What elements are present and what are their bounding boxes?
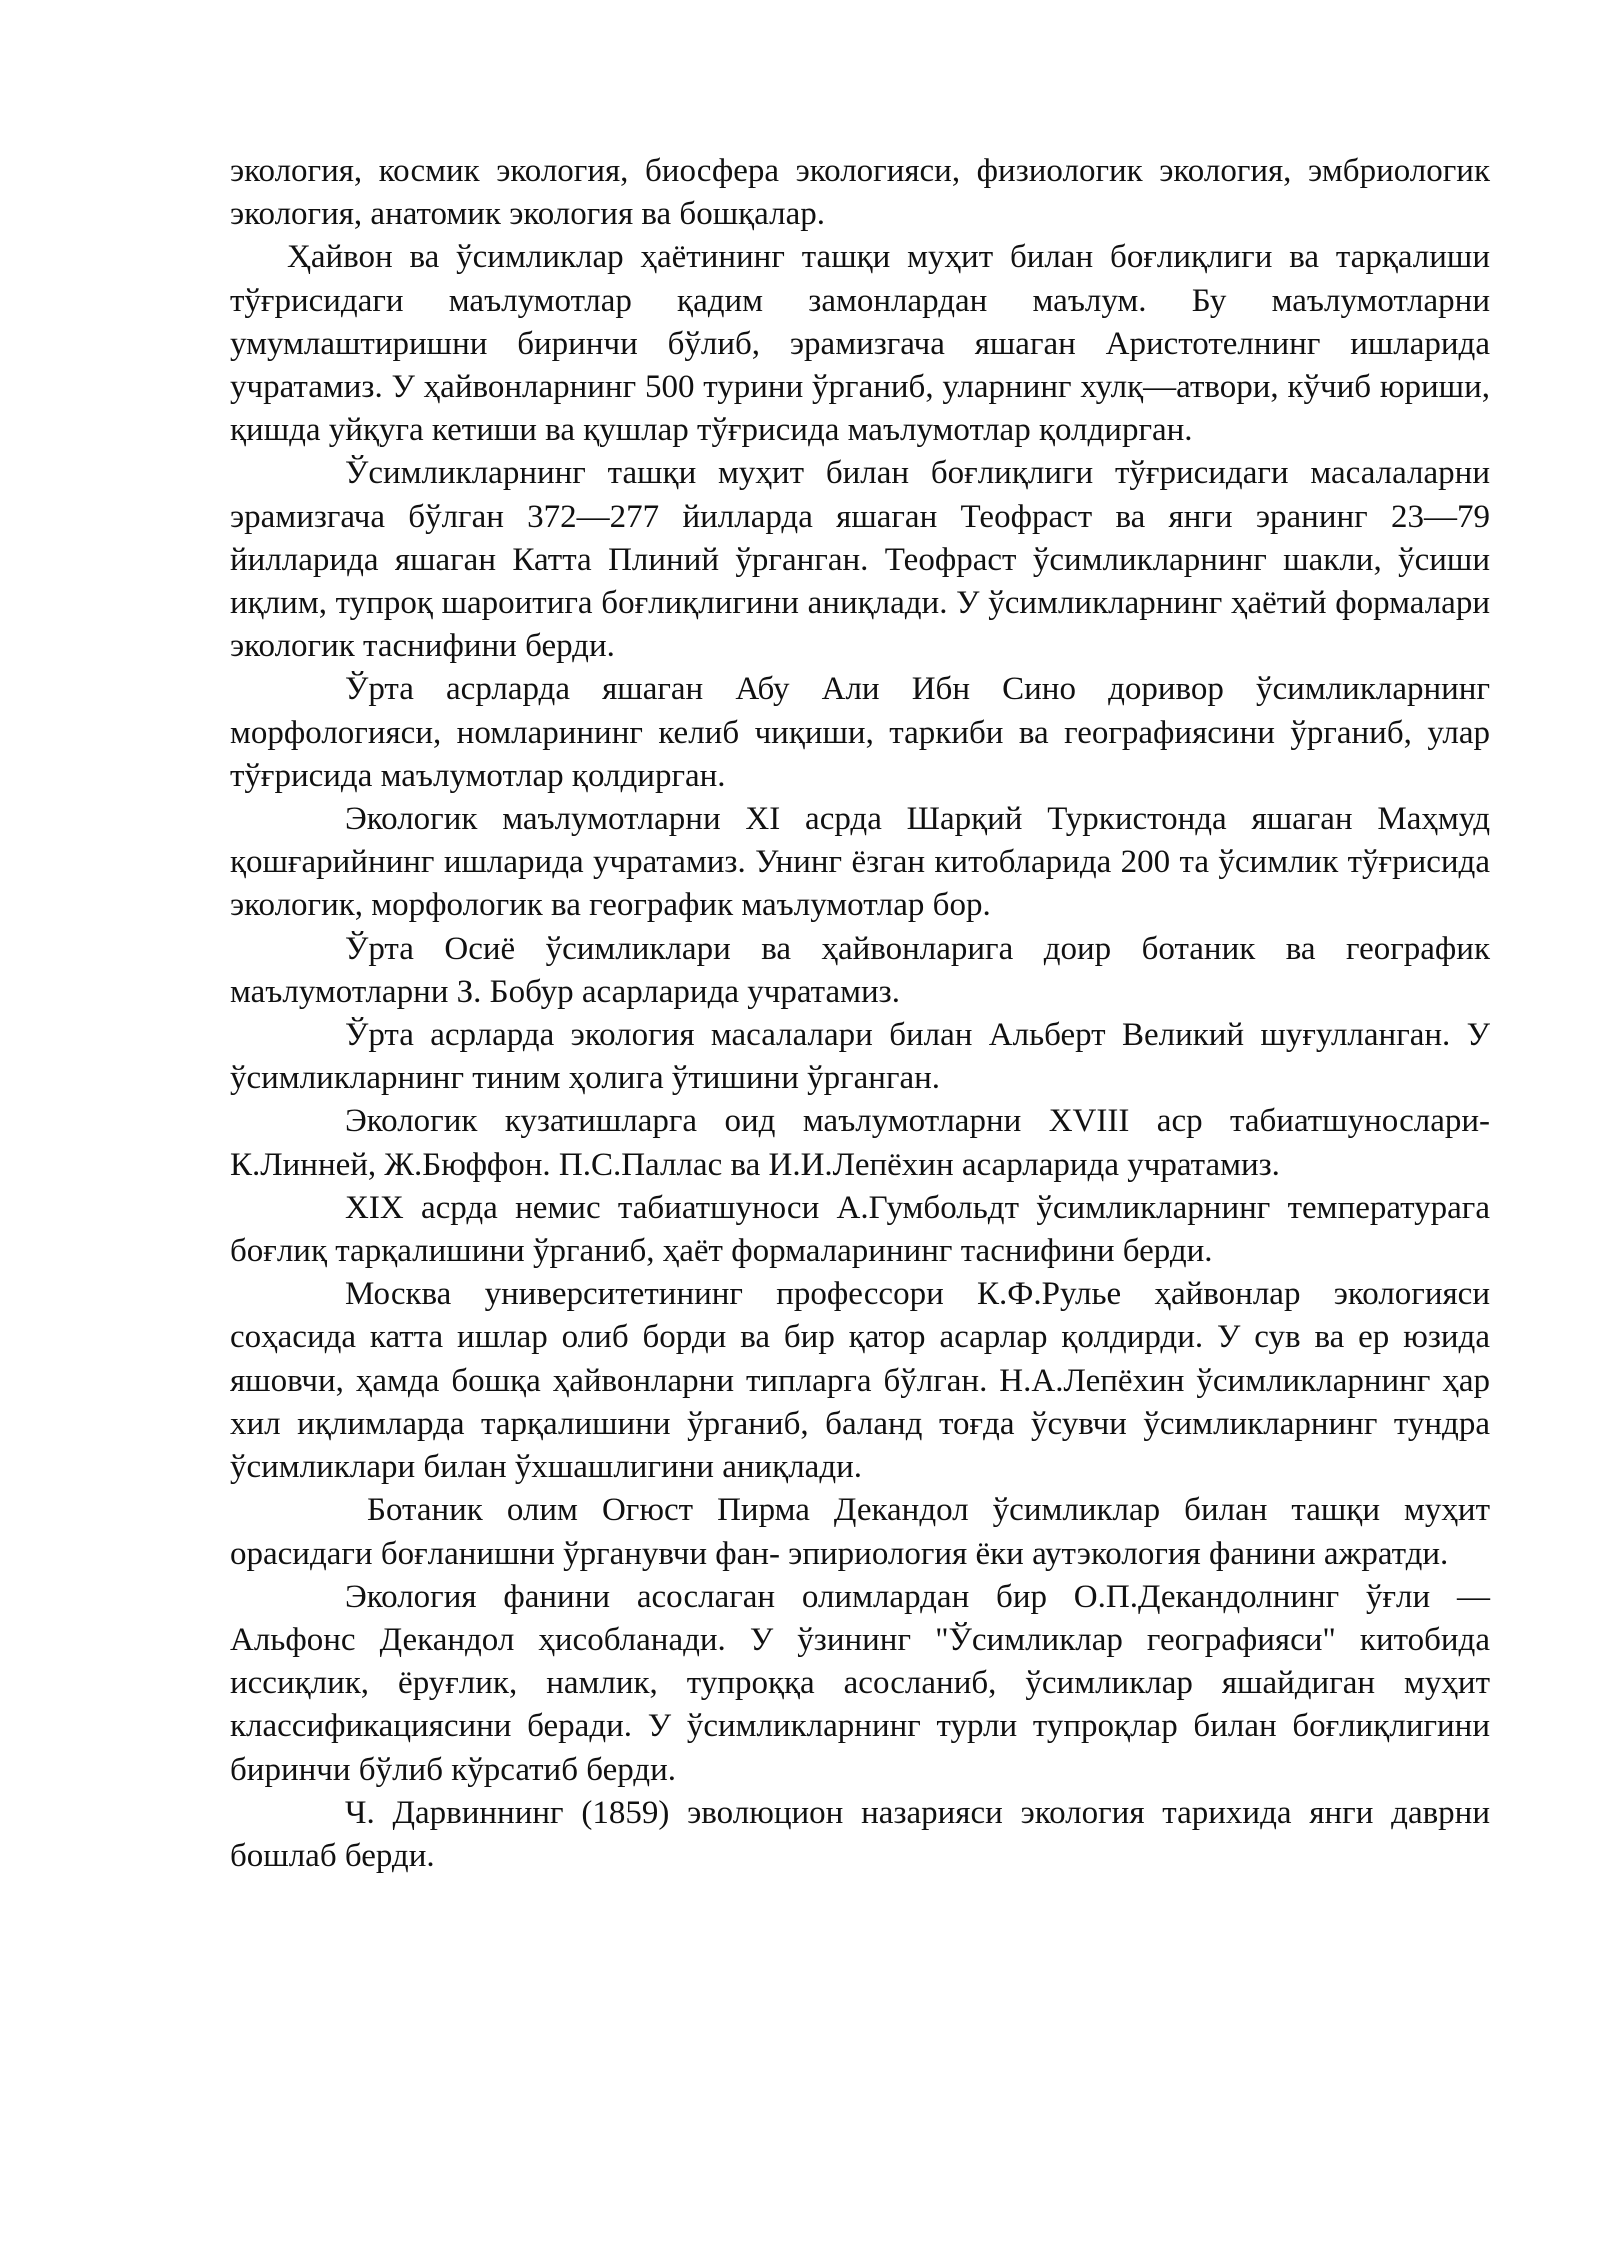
- paragraph: Ҳайвон ва ўсимликлар ҳаётининг ташқи муҳит билан боғлиқлиги ва тарқалиши тўғрисидаги маълумотлар қадим замонлардан маълум. Бу маълумотларни умумлаштиришни биринчи бўлиб, эрамизгача яшаган Аристотелнинг ишларида учратамиз. У ҳайвонларнинг 500 турини ўрганиб, уларнинг хулқ—атвори, кўчиб юриши, қишда уйқуга кетиши ва қушлар тўғрисида маълумотлар қолдирган.: [230, 239, 1490, 449]
- paragraph: XIX асрда немис табиатшуноси А.Гумбольдт ўсимликларнинг температурага боғлиқ тарқалишини ўрганиб, ҳаёт формаларининг таснифини берди.: [230, 1189, 1490, 1270]
- document-page: [230, 150, 1490, 1878]
- paragraph: Экологик маълумотларни XI асрда Шарқий Туркистонда яшаган Маҳмуд қошғарийнинг ишларида учратамиз. Унинг ёзган китобларида 200 та ўсимлик тўғрисида экологик, морфологик ва географик маълумотлар бор.: [230, 801, 1490, 924]
- paragraph: Ўрта Осиё ўсимликлари ва ҳайвонларига доир ботаник ва географик маълумотларни З. Бобур асарларида учратамиз.: [230, 930, 1490, 1010]
- paragraph: Экологик кузатишларга оид маълумотларни XVIII аср табиатшунослари- К.Линней, Ж.Бюффон. П.С.Паллас ва И.И.Лепёхин асарларида учратамиз.: [230, 1103, 1490, 1183]
- paragraph: Ўсимликларнинг ташқи муҳит билан боғлиқлиги тўғрисидаги масалаларни эрамизгача бўлган 372—277 йилларда яшаган Теофраст ва янги эранинг 23—79 йилларида яшаган Катта Плиний ўрганган. Теофраст ўсимликларнинг шакли, ўсиши иқлим, тупроқ шароитига боғлиқлигини аниқлади. У ўсимликларнинг ҳаётий формалари экологик таснифини берди.: [230, 455, 1490, 665]
- paragraph: Экология фанини асослаган олимлардан бир О.П.Декандолнинг ўғли — Альфонс Декандол ҳисобланади. У ўзининг "Ўсимликлар географияси" китобида иссиқлик, ёруғлик, намлик, тупроққа асосланиб, ўсимликлар яшайдиган муҳит классификациясини беради. У ўсимликларнинг турли тупроқлар билан боғлиқлигини биринчи бўлиб кўрсатиб берди.: [230, 1578, 1490, 1788]
- paragraph: Ботаник олим Огюст Пирма Декандол ўсимликлар билан ташқи муҳит орасидаги боғланишни ўрганувчи фан- эпириология ёки аутэкология фанини ажратди.: [230, 1492, 1490, 1572]
- paragraph: Ч. Дарвиннинг (1859) эволюцион назарияси экология тарихида янги даврни бошлаб берди.: [230, 1794, 1490, 1874]
- paragraph: Ўрта асрларда яшаган Абу Али Ибн Сино доривор ўсимликларнинг морфологияси, номларининг келиб чиқиши, таркиби ва географиясини ўрганиб, улар тўғрисида маълумотлар қолдирган.: [230, 671, 1490, 794]
- paragraph: Москва университетининг профессори К.Ф.Рулье ҳайвонлар экологияси соҳасида катта ишлар олиб борди ва бир қатор асарлар қолдирди. У сув ва ер юзида яшовчи, ҳамда бошқа ҳайвонларни типларга бўлган. Н.А.Лепёхин ўсимликларнинг ҳар хил иқлимларда тарқалишини ўрганиб, баланд тоғда ўсувчи ўсимликларнинг тундра ўсимликлари билан ўхшашлигини аниқлади.: [230, 1276, 1490, 1486]
- paragraph: Ўрта асрларда экология масалалари билан Альберт Великий шуғулланган. У ўсимликларнинг тиним ҳолига ўтишини ўрганган.: [230, 1017, 1490, 1097]
- paragraph: экология, космик экология, биосфера экологияси, физиологик экология, эмбриологик экология, анатомик экология ва бошқалар.: [230, 153, 1490, 233]
